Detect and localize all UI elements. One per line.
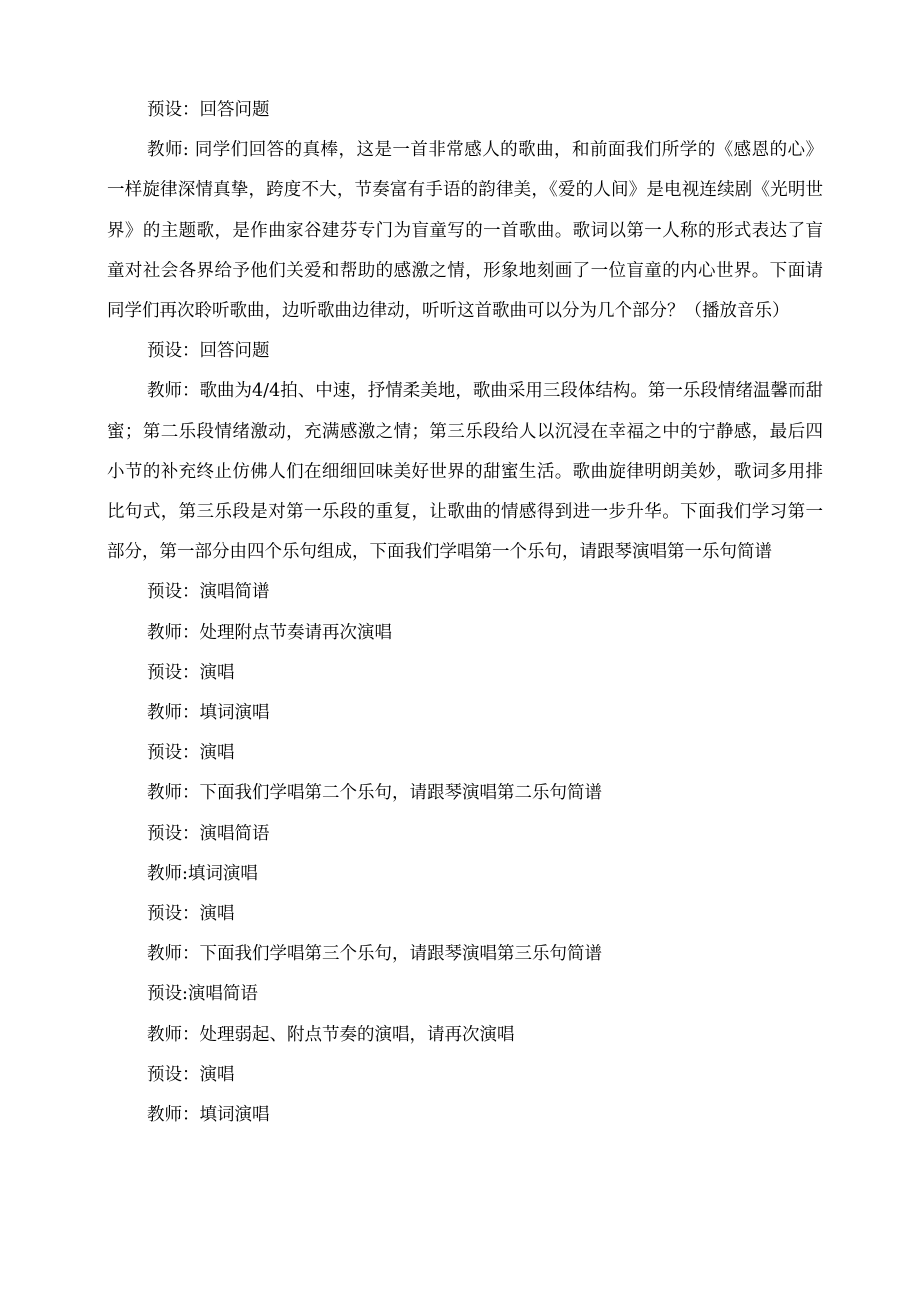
paragraph-preset-answer-2: 预设：回答问题 <box>147 341 270 362</box>
paragraph-teacher-dotted-rhythm: 教师：处理附点节奏请再次演唱 <box>147 622 392 643</box>
paragraph-teacher-phrase-3: 教师：下面我们学唱第三个乐句，请跟琴演唱第三乐句简谱 <box>147 944 602 965</box>
paragraph-teacher-phrase-2: 教师：下面我们学唱第二个乐句，请跟琴演唱第二乐句简谱 <box>147 783 602 804</box>
paragraph-preset-sing-2: 预设：演唱 <box>147 743 235 764</box>
paragraph-preset-sing-1: 预设：演唱 <box>147 662 235 683</box>
paragraph-preset-answer-1: 预设：回答问题 <box>147 100 270 120</box>
paragraph-preset-sing-3: 预设：演唱 <box>147 904 235 925</box>
paragraph-preset-sing-4: 预设：演唱 <box>147 1064 235 1085</box>
paragraph-preset-sing-notation-1: 预设：演唱简谱 <box>147 582 270 603</box>
paragraph-teacher-intro-song: 教师: 同学们回答的真棒，这是一首非常感人的歌曲，和前面我们所学的《感恩的心》一样旋律深情真挚，跨度不大，节奏富有手语的韵律美，《爱的人间》是电视连续剧《光明世界》的主题歌，是作曲家谷建芬专门为盲童写的一首歌曲。歌词以第一人称的形式表达了盲童对社会各界给予他们关爱和帮助的感激之情，形象地刻画了一位盲童的内心世界。下面请同学们再次聆听歌曲，边听歌曲边律动，听听这首歌曲可以分为几个部分？（播放音乐） <box>107 140 823 322</box>
paragraph-preset-sing-notation-2: 预设：演唱简语 <box>147 823 270 844</box>
paragraph-teacher-lyrics-1: 教师：填词演唱 <box>147 703 270 724</box>
document-page <box>107 90 823 1135</box>
paragraph-preset-sing-notation-3: 预设:演唱简语 <box>147 984 258 1005</box>
paragraph-teacher-lyrics-3: 教师：填词演唱 <box>147 1105 270 1126</box>
paragraph-teacher-lyrics-2: 教师:填词演唱 <box>147 863 258 884</box>
paragraph-teacher-weak-start: 教师：处理弱起、附点节奏的演唱，请再次演唱 <box>147 1024 515 1045</box>
paragraph-teacher-song-structure: 教师：歌曲为4/4拍、中速，抒情柔美地，歌曲采用三段体结构。第一乐段情绪温馨而甜蜜；第二乐段情绪激动，充满感激之情；第三乐段给人以沉浸在幸福之中的宁静感，最后四小节的补充终止仿佛人们在细细回味美好世界的甜蜜生活。歌曲旋律明朗美妙，歌词多用排比句式，第三乐段是对第一乐段的重复，让歌曲的情感得到进一步升华。下面我们学习第一部分，第一部分由四个乐句组成，下面我们学唱第一个乐句，请跟琴演唱第一乐句简谱 <box>107 381 823 563</box>
